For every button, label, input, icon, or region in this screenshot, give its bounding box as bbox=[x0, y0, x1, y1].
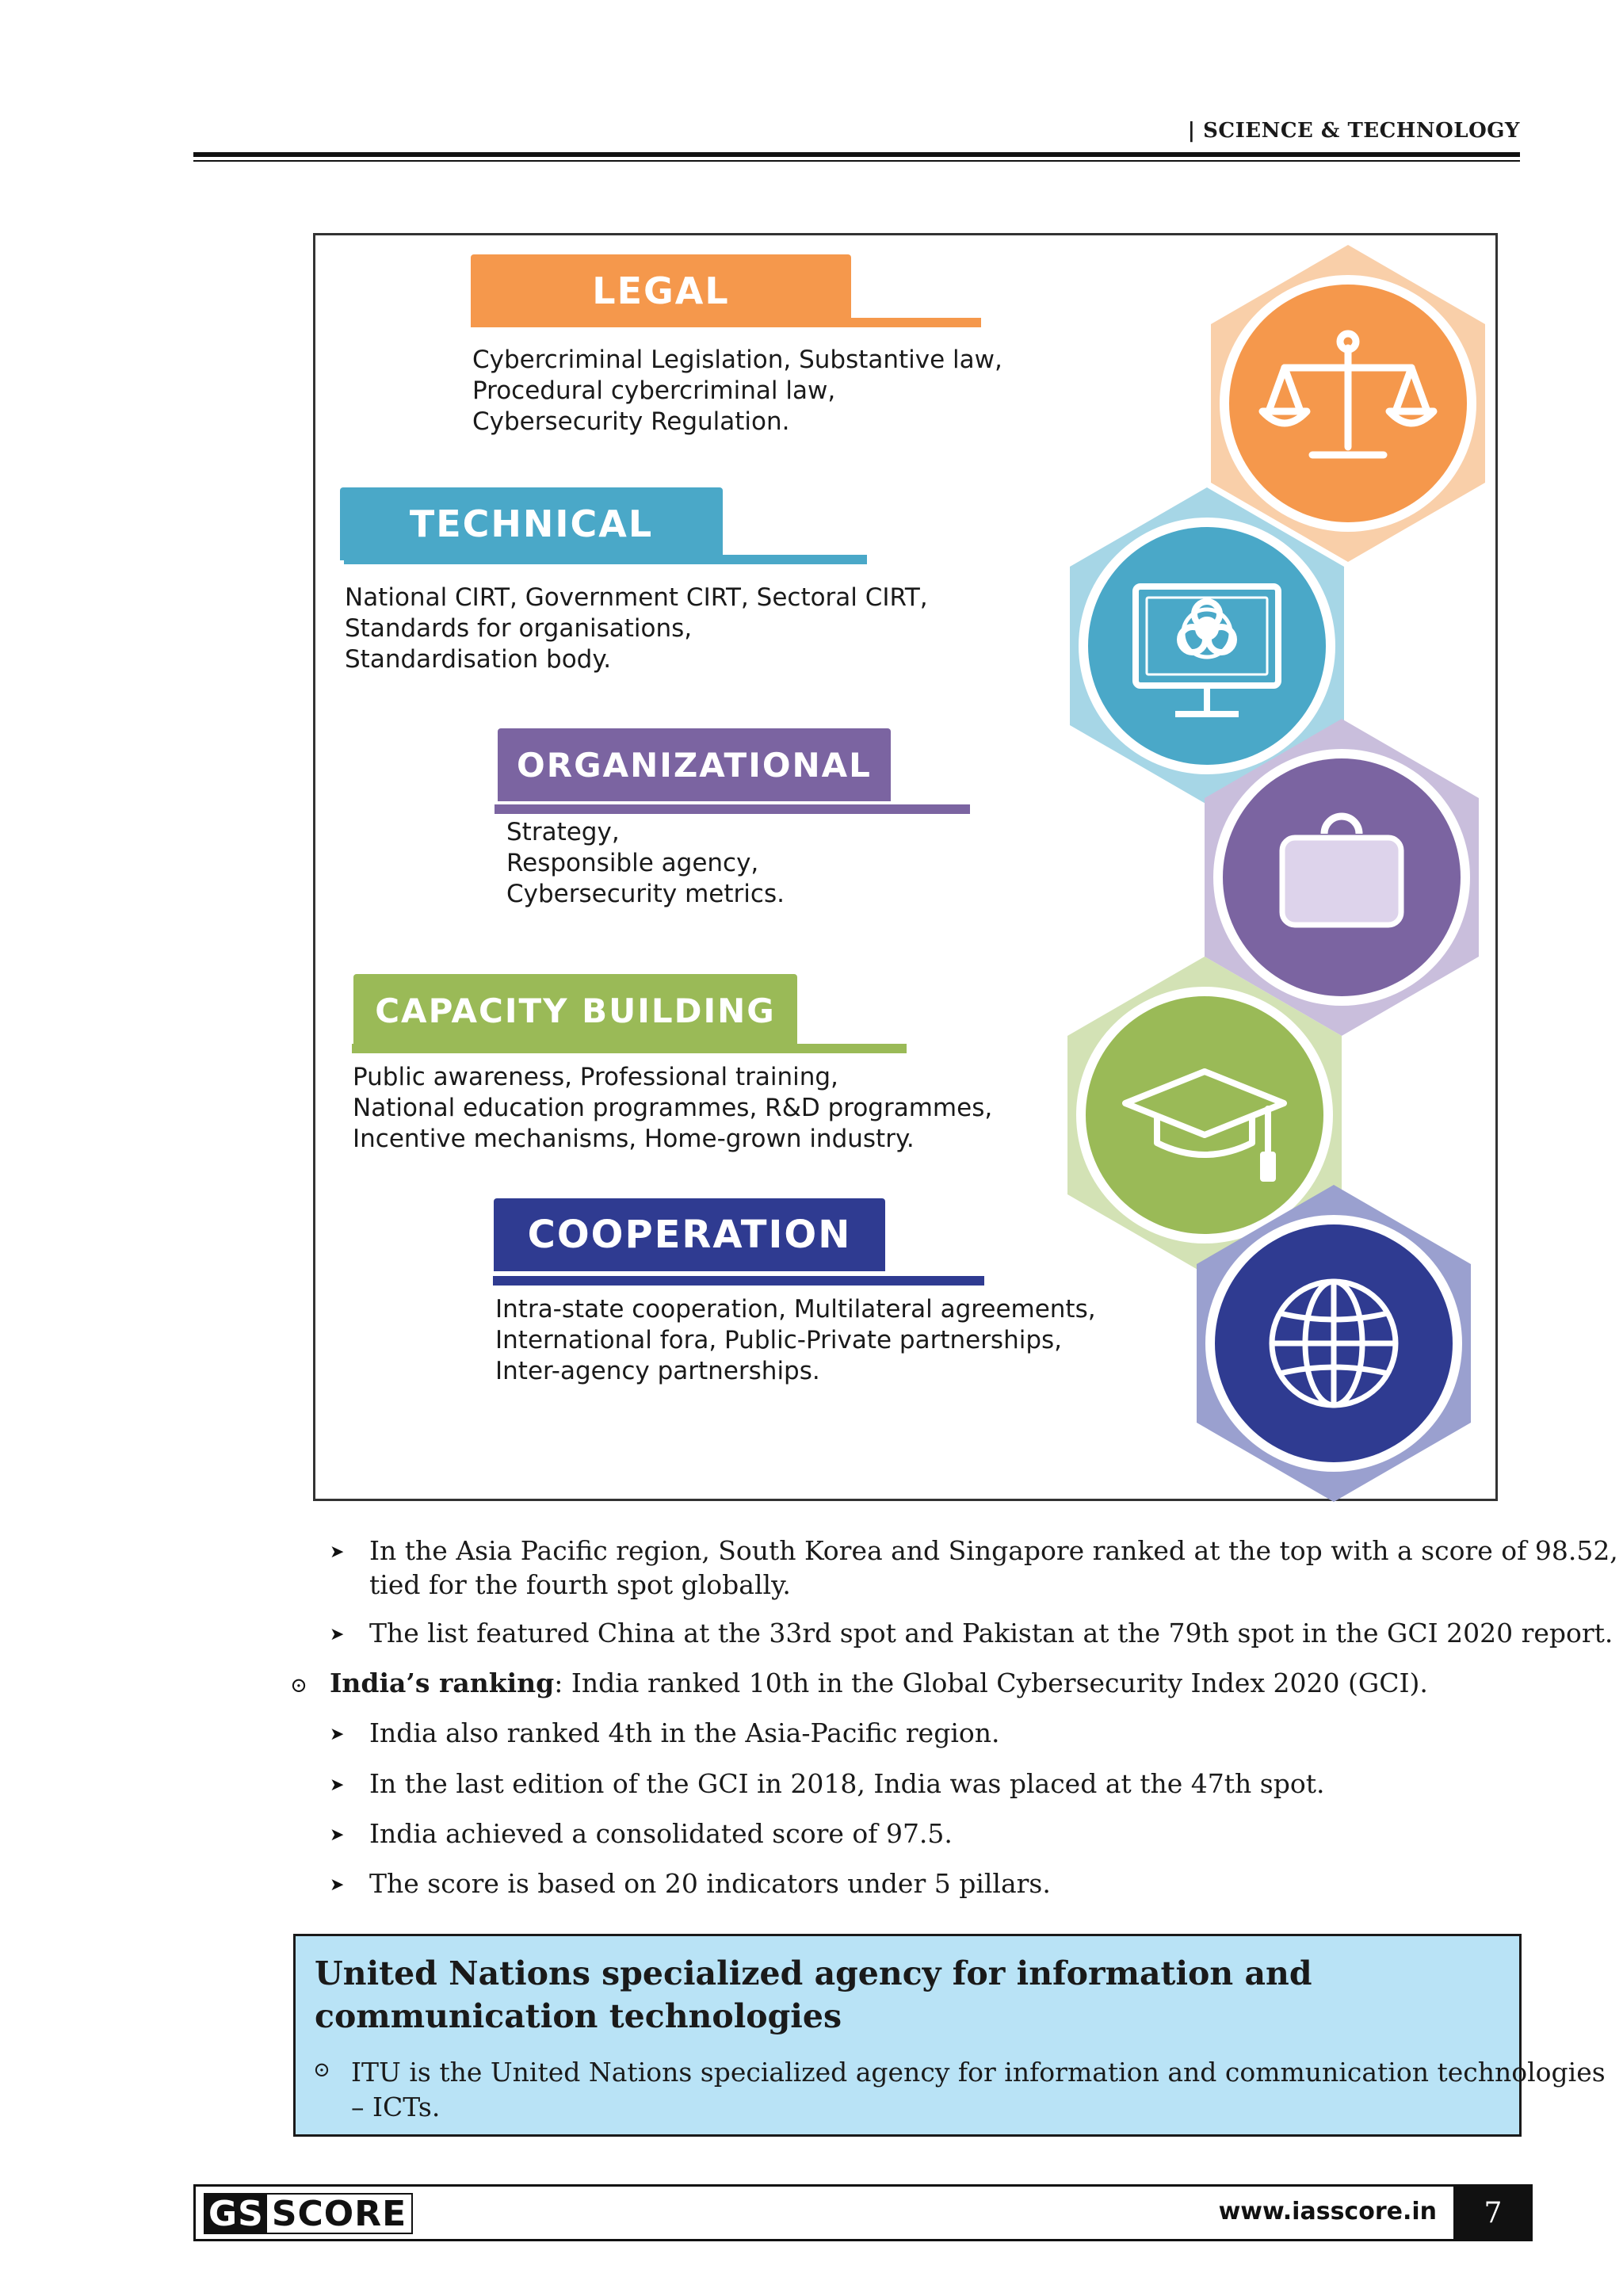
section-header: | SCIENCE & TECHNOLOGY bbox=[1187, 119, 1520, 143]
list-item: In the Asia Pacific region, South Korea and Singapore ranked at the top with a score of 98.52, tied for the fourth spot globally. bbox=[369, 1535, 1618, 1600]
arrow-bullet-icon: ➤ bbox=[330, 1625, 345, 1645]
pillar-label-capacity-building: CAPACITY BUILDING bbox=[353, 974, 797, 1047]
pillar-desc-cooperation: Intra-state cooperation, Multilateral agreements, International fora, Public-Private partnerships, Inter-agency partnerships. bbox=[495, 1295, 1096, 1385]
pillar-label-legal: LEGAL bbox=[471, 254, 851, 327]
arrow-bullet-icon: ➤ bbox=[330, 1725, 345, 1744]
circle-bullet-icon: ⊙ bbox=[313, 2058, 330, 2082]
pillar-desc-organizational: Strategy, Responsible agency, Cybersecurity metrics. bbox=[506, 818, 785, 908]
globe-icon bbox=[1272, 1282, 1396, 1405]
cybersecurity-pillars-figure bbox=[313, 233, 1498, 1501]
arrow-bullet-icon: ➤ bbox=[330, 1825, 345, 1845]
list-item-main: India’s ranking: India ranked 10th in the Global Cybersecurity Index 2020 (GCI). bbox=[330, 1668, 1428, 1698]
header-rule-thick bbox=[193, 152, 1520, 157]
organizational-connector bbox=[495, 804, 970, 814]
pillar-desc-legal: Cybercriminal Legislation, Substantive law, Procedural cybercriminal law, Cybersecurity Regulation. bbox=[472, 346, 1002, 436]
pillar-label-technical: TECHNICAL bbox=[340, 487, 723, 560]
gsscore-logo: GS SCORE bbox=[204, 2193, 413, 2234]
website-link[interactable]: www.iasscore.in bbox=[1218, 2198, 1437, 2225]
list-item: The list featured China at the 33rd spot and Pakistan at the 79th spot in the GCI 2020 report. bbox=[369, 1618, 1613, 1648]
header-rule-thin bbox=[193, 160, 1520, 162]
page-number: 7 bbox=[1453, 2184, 1533, 2241]
list-item: India achieved a consolidated score of 97.5. bbox=[369, 1818, 953, 1849]
list-item: In the last edition of the GCI in 2018, India was placed at the 47th spot. bbox=[369, 1768, 1325, 1799]
arrow-bullet-icon: ➤ bbox=[330, 1542, 345, 1562]
list-item: India also ranked 4th in the Asia-Pacific region. bbox=[369, 1717, 1000, 1748]
info-box-title: United Nations specialized agency for information and communication technologies bbox=[315, 1954, 1312, 2035]
info-box bbox=[293, 1934, 1606, 2137]
pillar-desc-capacity-building: Public awareness, Professional training, National education programmes, R&D programmes, Incentive mechanisms, Home-grown industry. bbox=[353, 1063, 993, 1153]
pillar-label-organizational: ORGANIZATIONAL bbox=[498, 728, 891, 801]
info-box-item: ITU is the United Nations specialized agency for information and communication technologies – ICTs. bbox=[351, 2057, 1606, 2122]
pillar-label-cooperation: COOPERATION bbox=[494, 1198, 885, 1271]
arrow-bullet-icon: ➤ bbox=[330, 1775, 345, 1795]
arrow-bullet-icon: ➤ bbox=[330, 1875, 345, 1895]
page-footer bbox=[193, 2184, 1533, 2241]
list-item: The score is based on 20 indicators under 5 pillars. bbox=[369, 1868, 1051, 1899]
cooperation-connector bbox=[493, 1276, 984, 1286]
pillar-desc-technical: National CIRT, Government CIRT, Sectoral CIRT, Standards for organisations, Standardisation body. bbox=[345, 583, 928, 674]
circle-bullet-icon: ⊙ bbox=[290, 1674, 307, 1698]
